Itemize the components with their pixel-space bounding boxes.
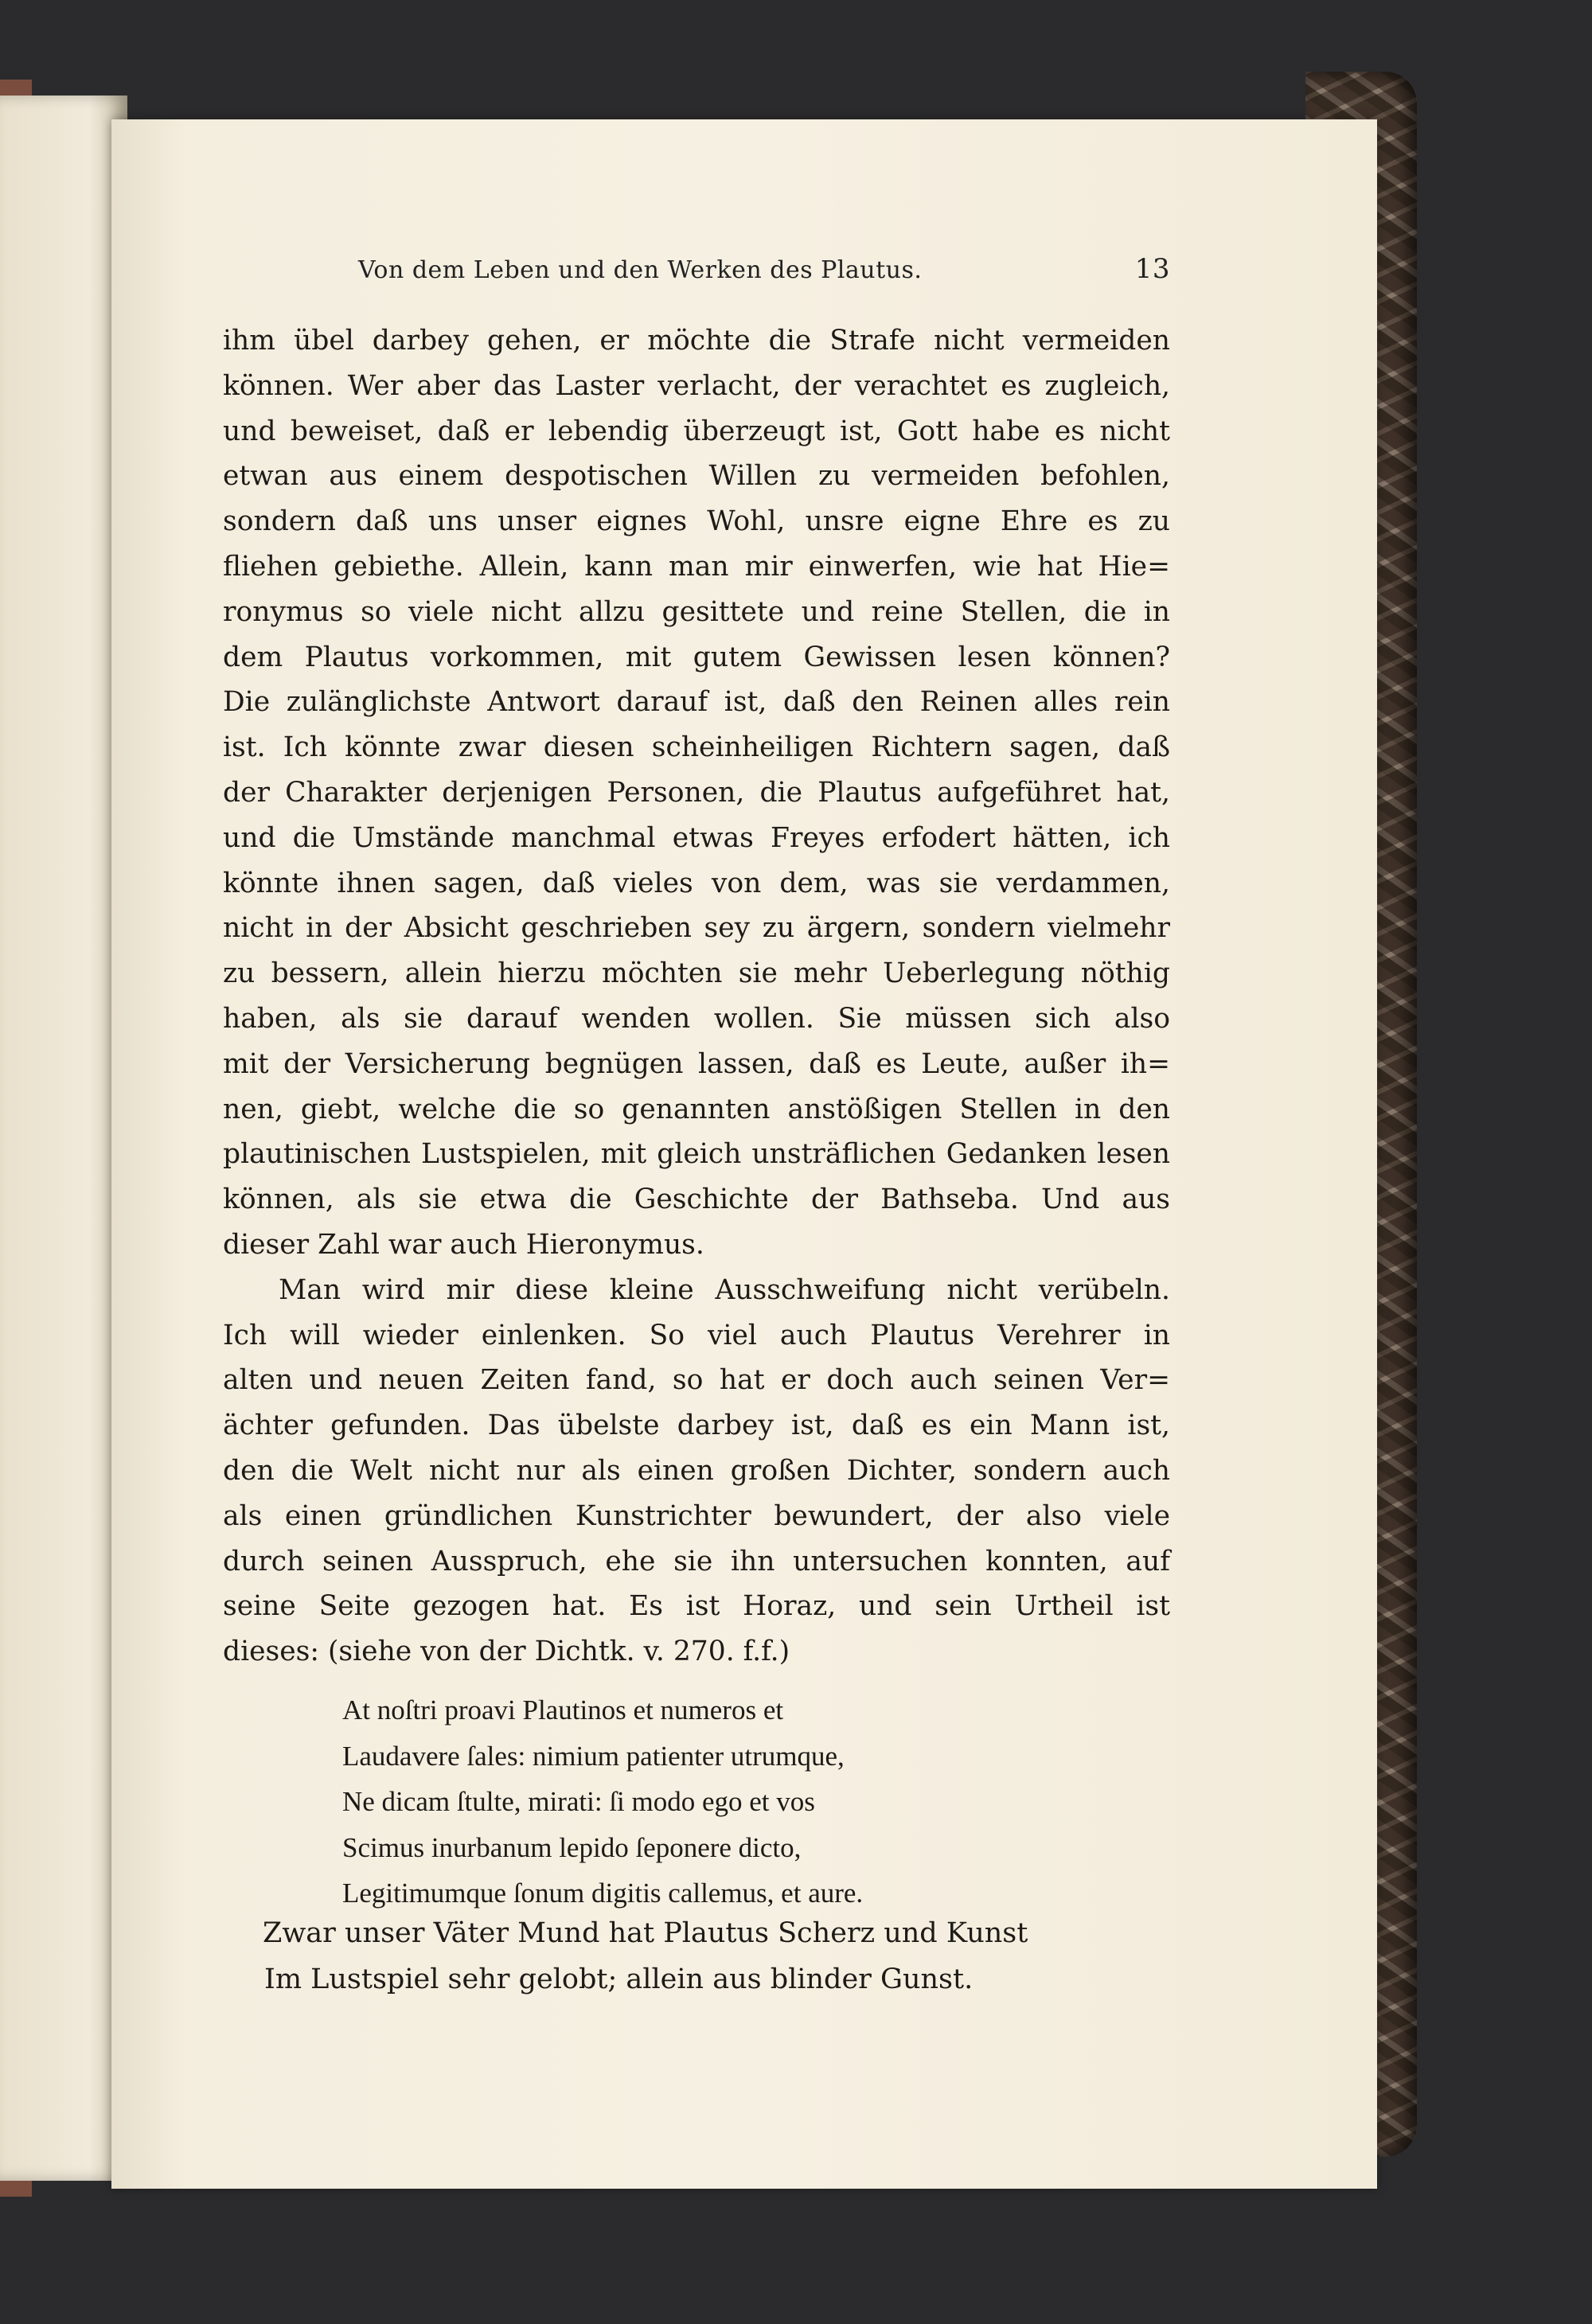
- text-line: ihm übel darbey gehen, er möchte die Strafe nicht vermeiden: [223, 325, 1170, 357]
- text-line: Ich will wieder einlenken. So viel auch Plautus Verehrer in: [223, 1319, 1170, 1351]
- text-line: fliehen gebiethe. Allein, kann man mir einwerfen, wie hat Hie=: [223, 550, 1170, 583]
- text-line: ist. Ich könnte zwar diesen scheinheiligen Richtern sagen, daß: [223, 731, 1170, 764]
- text-line: und die Umstände manchmal etwas Freyes erfodert hätten, ich: [223, 821, 1170, 854]
- page-number: 13: [1134, 253, 1170, 285]
- text-line: plautinischen Lustspielen, mit gleich unsträflichen Gedanken lesen: [223, 1138, 1170, 1171]
- text-line: können, als sie etwa die Geschichte der Bathseba. Und aus: [223, 1183, 1170, 1216]
- quote-line: At noſtri proavi Plautinos et numeros et: [342, 1694, 784, 1725]
- text-line: könnte ihnen sagen, daß vieles von dem, was sie verdammen,: [223, 867, 1170, 899]
- text-line: etwan aus einem despotischen Willen zu vermeiden befohlen,: [223, 460, 1170, 493]
- running-head-title: Von dem Leben und den Werken des Plautus.: [358, 256, 923, 284]
- quote-line: Legitimumque ſonum digitis callemus, et aure.: [342, 1878, 864, 1909]
- text-line: nen, giebt, welche die so genannten anstößigen Stellen in den: [223, 1093, 1170, 1125]
- text-line: ächter gefunden. Das übelste darbey ist, daß es ein Mann ist,: [223, 1410, 1170, 1442]
- text-line: alten und neuen Zeiten fand, so hat er doch auch seinen Ver=: [223, 1364, 1170, 1397]
- text-line: haben, als sie darauf wenden wollen. Sie müssen sich also: [223, 1002, 1170, 1035]
- text-line: dieses: (siehe von der Dichtk. v. 270. f.f.): [223, 1636, 790, 1668]
- quote-line: Laudavere ſales: nimium patienter utrumque,: [342, 1740, 845, 1772]
- text-line: dem Plautus vorkommen, mit gutem Gewissen lesen können?: [223, 641, 1170, 673]
- text-line: durch seinen Ausspruch, ehe sie ihn untersuchen konnten, auf: [223, 1545, 1170, 1577]
- running-head: [358, 253, 1170, 298]
- text-line: ronymus so viele nicht allzu gesittete und reine Stellen, die in: [223, 595, 1170, 628]
- quote-line: Ne dicam ſtulte, mirati: ſi modo ego et vos: [342, 1786, 815, 1817]
- left-page-edge: [0, 96, 127, 2181]
- text-line: Man wird mir diese kleine Ausschweifung nicht verübeln.: [279, 1273, 1170, 1306]
- text-line: der Charakter derjenigen Personen, die Plautus aufgeführet hat,: [223, 776, 1170, 809]
- body-text: [223, 318, 1170, 1675]
- text-line: können. Wer aber das Laster verlacht, der verachtet es zugleich,: [223, 369, 1170, 402]
- text-line: sondern daß uns unser eignes Wohl, unsre eigne Ehre es zu: [223, 505, 1170, 538]
- text-line: als einen gründlichen Kunstrichter bewundert, der also viele: [223, 1499, 1170, 1532]
- quote-line: Scimus inurbanum lepido ſeponere dicto,: [342, 1831, 802, 1863]
- text-line: nicht in der Absicht geschrieben sey zu ärgern, sondern vielmehr: [223, 912, 1170, 945]
- text-line: dieser Zahl war auch Hieronymus.: [223, 1228, 704, 1261]
- text-line: zu bessern, allein hierzu möchten sie mehr Ueberlegung nöthig: [223, 957, 1170, 990]
- text-line: mit der Versicherung begnügen lassen, daß es Leute, außer ih=: [223, 1047, 1170, 1080]
- text-line: Die zulänglichste Antwort darauf ist, daß den Reinen alles rein: [223, 686, 1170, 719]
- verse-line: Im Lustspiel sehr gelobt; allein aus blinder Gunst.: [264, 1963, 974, 1995]
- latin-quotation: [342, 1687, 1122, 1917]
- verse-translation: [263, 1910, 1178, 2002]
- text-line: den die Welt nicht nur als einen großen Dichter, sondern auch: [223, 1454, 1170, 1487]
- text-line: und beweiset, daß er lebendig überzeugt ist, Gott habe es nicht: [223, 415, 1170, 447]
- text-line: seine Seite gezogen hat. Es ist Horaz, und sein Urtheil ist: [223, 1590, 1170, 1623]
- verse-line: Zwar unser Väter Mund hat Plautus Scherz und Kunst: [263, 1917, 1028, 1949]
